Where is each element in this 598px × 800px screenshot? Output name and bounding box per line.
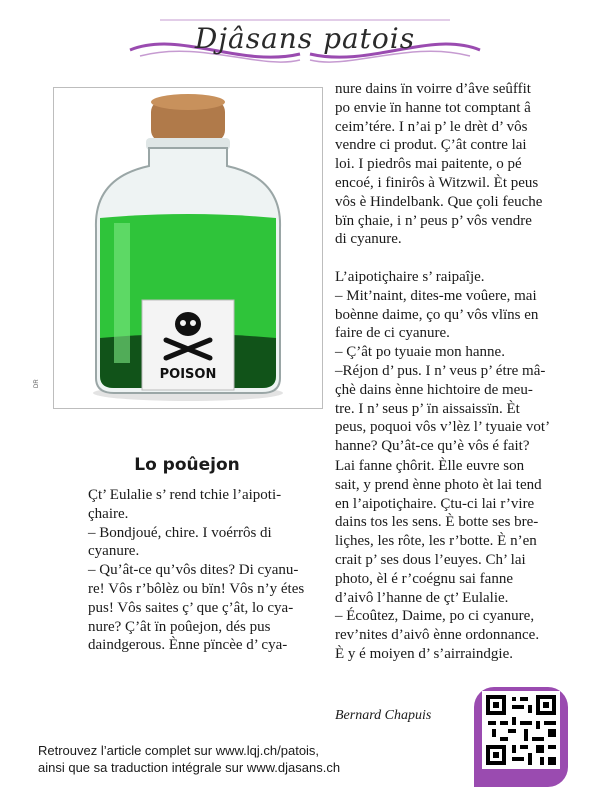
photo-credit: DR	[34, 379, 40, 388]
header-banner	[120, 10, 490, 68]
poison-label: POISON	[159, 367, 217, 382]
page-title: Djâsans patois	[194, 22, 416, 55]
footer-line-article[interactable]: Retrouvez l’article complet sur www.lqj.ch/patois,	[38, 743, 320, 758]
article-column-left: Çt’ Eulalie s’ rend tchie l’aipoti- çhaire. – Bondjoué, chire. I voérrôs di cyanure. – Qu’ât-ce qu’vôs dites? Di cyanu- re! Vôs r’bôlèz ou bïn! Vôs n’y étes pus! Vôs saites ç’ que ç’ât, lo cya- nure? Ç’ât ïn poûejon, dés pus daindgerous. Ènne pïncèe d’ cya-	[88, 487, 305, 654]
article-column-right-top: nure dains ïn voirre d’âve seûffit po envie ïn hanne tot comptant â ceim’tére. I n’ai p’ le drèt d’ vôs vendre ci produt. Ç’ât contre lai loi. I piedrôs mai paitente, o pé encoé, i finirôs à Witzwil. Èt peus vôs è Hindelbank. Que çoli feuche bïn çhaie, i n’ peus p’ vôs vendre di cyanure. L’aipotiçhaire s’ raipaîje. – Mit’naint, dites-me voûere, mai boènne daime, ço qu’ vôs vlïns en faire de ci cyanure. – Ç’ât po tyuaie mon hanne. –Réjon d’ pus. I n’ veus p’ étre mâ- çhè dains ènne hichtoire de meu- tre. I n’ seus p’ ïn aissaissïn. Èt peus, poquoi vôs v’lèz l’ tyuaie vot’ hanne? Qu’ât-ce qu’è vôs é fait?	[335, 81, 551, 455]
author-signature: Bernard Chapuis	[335, 708, 432, 723]
qr-code-icon[interactable]	[482, 691, 560, 769]
qr-code-panel	[474, 687, 568, 787]
poison-bottle-photo	[53, 87, 323, 409]
article-title: Lo poûejon	[134, 455, 240, 475]
article-column-right-bottom: Lai fanne çhôrit. Èlle euvre son sait, y prend ènne photo èt lai tend en l’aipotiçhaire. Çtu-ci lai r’vire dains tos les sens. È botte ses bre- liçhes, les rôte, les r’botte. È n’en crait p’ ses dous l’euyes. Ch’ lai photo, èl é r’coégnu sai fanne d’aivô l’hanne de çt’ Eulalie. – Écoûtez, Daime, po ci cyanure, rev’nites d’aivô ènne ordonnance. È y é moiyen d’ s’airraindgie.	[335, 458, 542, 662]
footer-links	[38, 742, 340, 776]
footer-line-translation[interactable]: ainsi que sa traduction intégrale sur www.djasans.ch	[38, 760, 341, 775]
